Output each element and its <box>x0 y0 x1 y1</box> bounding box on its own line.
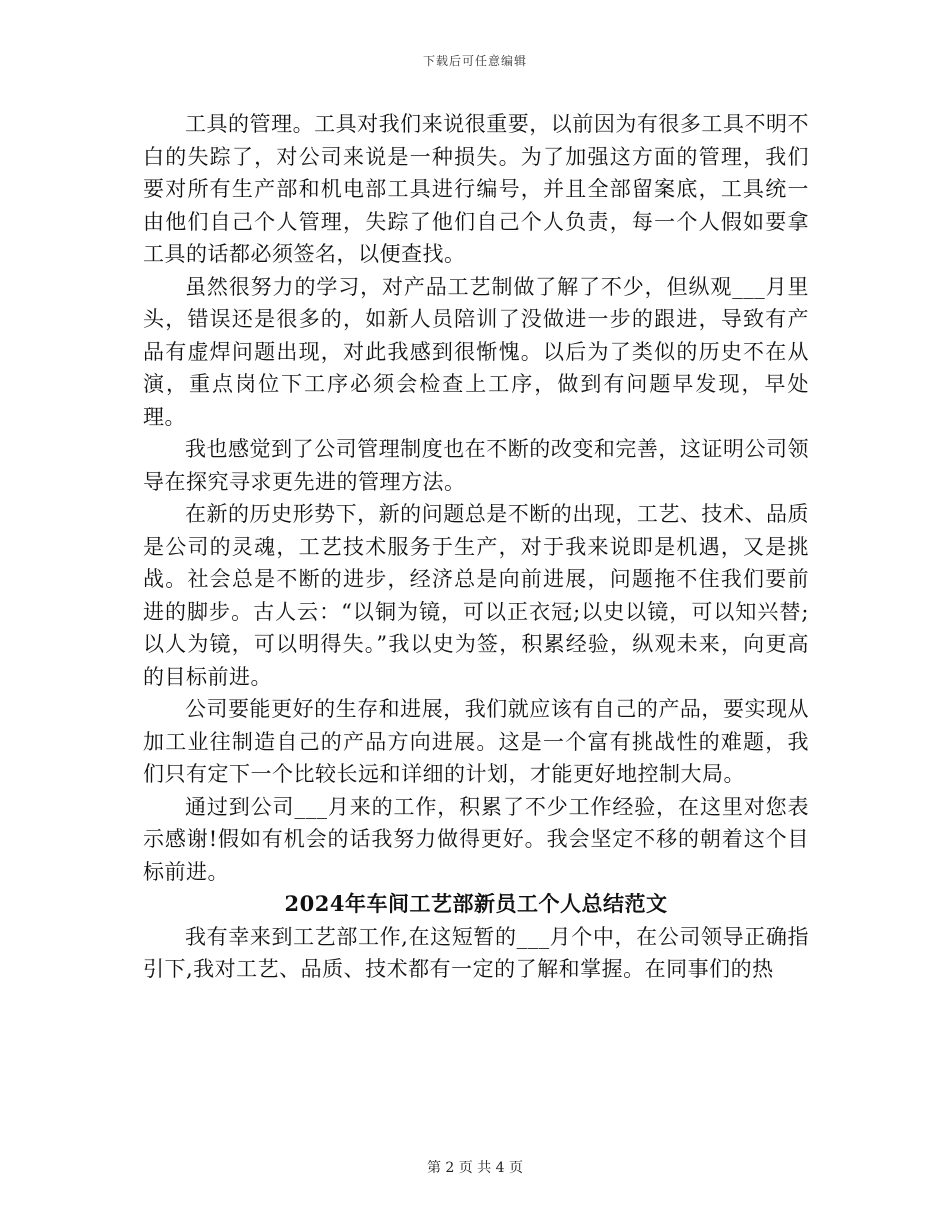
document-body <box>143 108 809 986</box>
section-title: 2024年车间工艺部新员工个人总结范文 <box>284 891 668 916</box>
paragraph-tool-management: 工具的管理。工具对我们来说很重要，以前因为有很多工具不明不白的失踪了，对公司来说是一种损失。为了加强这方面的管理，我们要对所有生产部和机电部工具进行编号，并且全部留案底，工具统一由他们自己个人管理，失踪了他们自己个人负责，每一个人假如要拿工具的话都必须签名，以便查找。 <box>143 112 809 266</box>
paragraph-new-situation: 在新的历史形势下，新的问题总是不断的出现，工艺、技术、品质是公司的灵魂，工艺技术服务于生产，对于我来说即是机遇，又是挑战。社会总是不断的进步，经济总是向前进展，问题拖不住我们要前进的脚步。古人云：“以铜为镜，可以正衣冠;以史以镜，可以知兴替;以人为镜，可以明得失。”我以史为签，积累经验，纵观未来，向更高的目标前进。 <box>143 502 809 689</box>
page-footer-indicator: 第 2 页 共 4 页 <box>426 1160 524 1176</box>
paragraph-learning-review: 虽然很努力的学习，对产品工艺制做了解了不少，但纵观___月里头，错误还是很多的，如新人员陪训了没做进一步的跟进，导致有产品有虚焊问题出现，对此我感到很惭愧。以后为了类似的历史不在从演，重点岗位下工序必须会检查上工序，做到有问题早发现，早处理。 <box>143 274 809 429</box>
paragraph-section-intro: 我有幸来到工艺部工作,在这短暂的___月个中，在公司领导正确指引下,我对工艺、品质、技术都有一定的了解和掌握。在同事们的热 <box>143 924 809 981</box>
paragraph-management-system: 我也感觉到了公司管理制度也在不断的改变和完善，这证明公司领导在探究寻求更先进的管理方法。 <box>143 437 809 494</box>
paragraph-thanks: 通过到公司___月来的工作，积累了不少工作经验，在这里对您表示感谢!假如有机会的话我努力做得更好。我会坚定不移的朝着这个目标前进。 <box>143 794 809 884</box>
page-header-note: 下载后可任意编辑 <box>422 54 527 68</box>
paragraph-company-development: 公司要能更好的生存和进展，我们就应该有自己的产品，要实现从加工业往制造自己的产品方向进展。这是一个富有挑战性的难题，我们只有定下一个比较长远和详细的计划，才能更好地控制大局。 <box>143 697 809 786</box>
